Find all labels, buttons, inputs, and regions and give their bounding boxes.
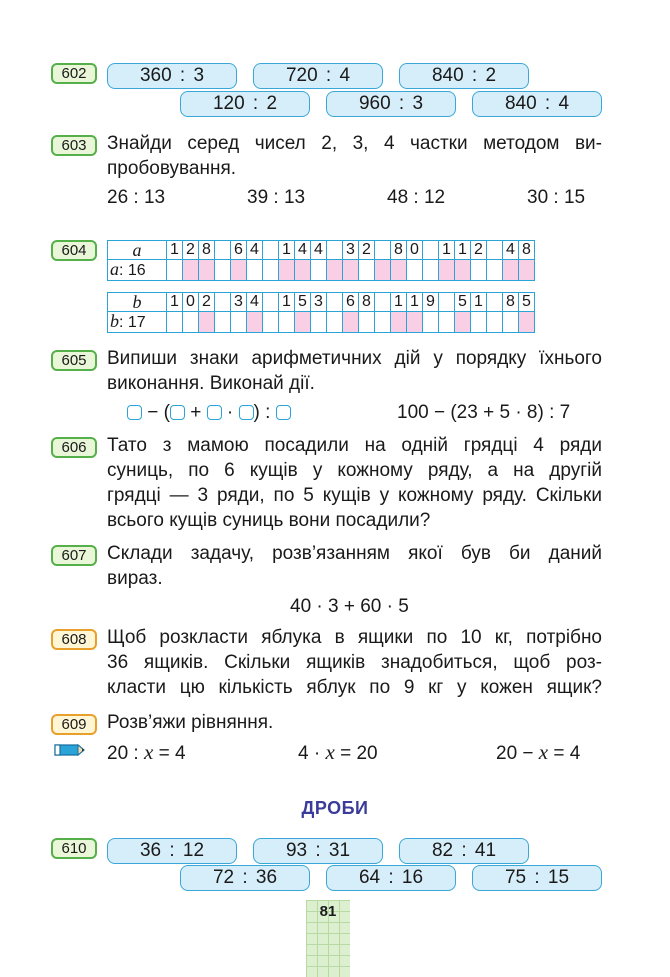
expression-card: 75 : 15 — [472, 865, 602, 891]
exercise-number-602: 602 — [51, 63, 97, 84]
answer-cell — [295, 260, 311, 281]
table-row — [108, 312, 535, 333]
table-cell: 2 — [199, 293, 215, 312]
table-head-variable: b — [108, 293, 167, 312]
exercise-text: класти цю кількість яблук по 9 кг у кожен ящик? — [107, 677, 602, 698]
exercise-text: Випиши знаки арифметичних дій у порядку їхнього — [107, 348, 602, 369]
table-cell: 6 — [231, 241, 247, 260]
exercise-number-604: 604 — [51, 240, 97, 261]
answer-cell — [215, 312, 231, 333]
answer-cell — [455, 260, 471, 281]
exercise-text: суниць, по 6 кущів у кожному ряду, а на другій — [107, 460, 602, 481]
answer-cell — [359, 260, 375, 281]
table-cell — [263, 241, 279, 260]
answer-cell — [183, 312, 199, 333]
exercise-number-609: 609 — [51, 714, 97, 735]
table-cell: 2 — [359, 241, 375, 260]
equation-right: = 4 — [158, 743, 186, 764]
exercise-text: 36 ящиків. Скільки ящиків знадобиться, щоб роз- — [107, 652, 602, 673]
answer-cell — [231, 312, 247, 333]
table-cell: 8 — [199, 241, 215, 260]
exercise-text: Знайди серед чисел 2, 3, 4 частки методом ви- — [107, 133, 602, 154]
pencil-icon — [50, 742, 86, 758]
page-number-box — [306, 900, 350, 977]
answer-cell — [503, 312, 519, 333]
exercise-text: всього кущів суниць вони посадили? — [107, 510, 431, 531]
division-table-a — [107, 240, 535, 281]
answer-cell — [199, 312, 215, 333]
answer-cell — [423, 312, 439, 333]
exercise-number-603: 603 — [51, 135, 97, 156]
equation-left: 4 · — [298, 743, 321, 764]
table-cell: 3 — [231, 293, 247, 312]
empty-box — [170, 405, 185, 420]
expression-card: 72 : 36 — [180, 865, 310, 891]
equation — [496, 740, 580, 766]
variable-label: a — [110, 259, 119, 279]
expression: 100 − (23 + 5 · 8) : 7 — [397, 402, 571, 423]
table-cell — [487, 241, 503, 260]
table-cell: 3 — [311, 293, 327, 312]
answer-cell — [375, 260, 391, 281]
table-cell: 4 — [311, 241, 327, 260]
table-cell: 5 — [455, 293, 471, 312]
answer-cell — [167, 260, 183, 281]
table-cell: 8 — [391, 241, 407, 260]
answer-cell — [487, 312, 503, 333]
answer-cell — [471, 312, 487, 333]
expression-card: 840 : 2 — [399, 63, 529, 89]
table-cell: 0 — [183, 293, 199, 312]
table-head-variable: a — [108, 241, 167, 260]
variable-label: b — [110, 311, 119, 331]
table-cell: 2 — [183, 241, 199, 260]
exercise-text: Тато з мамою посадили на одній грядці 4 ряди — [107, 435, 602, 456]
exercise-text: вираз. — [107, 568, 163, 589]
answer-cell — [455, 312, 471, 333]
expression-card: 82 : 41 — [399, 838, 529, 864]
table-cell — [327, 241, 343, 260]
table-cell — [439, 293, 455, 312]
exercise-text: Склади задачу, розв’язанням якої був би даний — [107, 543, 602, 564]
exercise-text: грядці — 3 ряди, по 5 кущів у кожному ряду. Скільки — [107, 485, 602, 506]
table-cell: 4 — [295, 241, 311, 260]
answer-cell — [247, 260, 263, 281]
expression-card: 960 : 3 — [326, 91, 456, 117]
empty-box — [276, 405, 291, 420]
table-cell — [263, 293, 279, 312]
answer-cell — [231, 260, 247, 281]
answer-cell — [439, 260, 455, 281]
answer-cell — [247, 312, 263, 333]
equation-left: 20 : — [107, 743, 139, 764]
expression-card: 120 : 2 — [180, 91, 310, 117]
answer-cell — [311, 312, 327, 333]
answer-cell — [327, 260, 343, 281]
table-cell: 6 — [343, 293, 359, 312]
answer-cell — [439, 312, 455, 333]
answer-cell — [343, 312, 359, 333]
answer-cell — [295, 312, 311, 333]
empty-box — [127, 405, 142, 420]
table-cell: 1 — [167, 293, 183, 312]
table-cell: 4 — [247, 241, 263, 260]
table-cell: 9 — [423, 293, 439, 312]
answer-cell — [263, 312, 279, 333]
empty-box — [207, 405, 222, 420]
expression: 40 · 3 + 60 · 5 — [290, 596, 409, 617]
table-cell: 1 — [279, 293, 295, 312]
table-cell: 1 — [279, 241, 295, 260]
table-row — [108, 260, 535, 281]
table-cell: 1 — [167, 241, 183, 260]
answer-cell — [279, 312, 295, 333]
table-cell: 8 — [503, 293, 519, 312]
answer-cell — [263, 260, 279, 281]
table-cell: 8 — [359, 293, 375, 312]
equation — [107, 740, 186, 766]
equation-variable: x — [325, 740, 335, 764]
table-cell — [375, 241, 391, 260]
table-cell — [487, 293, 503, 312]
exercise-text: Розв’яжи рівняння. — [107, 712, 274, 733]
table-cell: 1 — [391, 293, 407, 312]
table-head-expression — [108, 260, 167, 281]
answer-cell — [375, 312, 391, 333]
exercise-text: виконання. Виконай дії. — [107, 373, 315, 394]
equation-variable: x — [538, 740, 549, 764]
empty-box — [239, 405, 254, 420]
answer-cell — [503, 260, 519, 281]
expression-card: 93 : 31 — [253, 838, 383, 864]
answer-cell — [199, 260, 215, 281]
equation-right: = 20 — [340, 743, 378, 764]
answer-cell — [343, 260, 359, 281]
section-heading: ДРОБИ — [301, 798, 369, 818]
answer-cell — [519, 260, 535, 281]
equation-left: 20 − — [496, 743, 534, 764]
table-cell — [375, 293, 391, 312]
answer-cell — [487, 260, 503, 281]
answer-cell — [423, 260, 439, 281]
answer-cell — [407, 312, 423, 333]
expression-card: 840 : 4 — [472, 91, 602, 117]
table-cell: 3 — [343, 241, 359, 260]
equation — [298, 740, 378, 766]
table-row — [108, 241, 535, 260]
table-cell: 1 — [455, 241, 471, 260]
table-cell — [215, 241, 231, 260]
answer-cell — [391, 260, 407, 281]
answer-cell — [215, 260, 231, 281]
division-item: 30 : 15 — [527, 187, 586, 208]
answer-cell — [279, 260, 295, 281]
page-number: 81 — [319, 903, 337, 920]
table-cell: 4 — [247, 293, 263, 312]
divisor-label: : 17 — [119, 314, 146, 331]
table-cell: 1 — [407, 293, 423, 312]
table-cell: 0 — [407, 241, 423, 260]
table-row — [108, 293, 535, 312]
table-cell — [423, 241, 439, 260]
table-cell: 2 — [471, 241, 487, 260]
equation-variable: x — [143, 740, 154, 764]
exercise-number-606: 606 — [51, 437, 97, 458]
answer-cell — [167, 312, 183, 333]
expression-card: 36 : 12 — [107, 838, 237, 864]
table-cell — [327, 293, 343, 312]
exercise-number-610: 610 — [51, 838, 97, 859]
answer-cell — [359, 312, 375, 333]
answer-cell — [471, 260, 487, 281]
division-item: 26 : 13 — [107, 187, 166, 208]
expression-card: 720 : 4 — [253, 63, 383, 89]
exercise-number-605: 605 — [51, 350, 97, 371]
operation-order-template: − ( + · ) : — [127, 400, 291, 425]
table-cell — [215, 293, 231, 312]
answer-cell — [391, 312, 407, 333]
table-cell: 4 — [503, 241, 519, 260]
answer-cell — [183, 260, 199, 281]
exercise-number-608: 608 — [51, 629, 97, 650]
table-cell: 1 — [439, 241, 455, 260]
equation-right: = 4 — [553, 743, 581, 764]
answer-cell — [311, 260, 327, 281]
table-cell: 5 — [519, 293, 535, 312]
answer-cell — [407, 260, 423, 281]
expression-card: 360 : 3 — [107, 63, 237, 89]
table-cell: 5 — [295, 293, 311, 312]
table-cell: 8 — [519, 241, 535, 260]
exercise-text: Щоб розкласти яблука в ящики по 10 кг, потрібно — [107, 627, 602, 648]
answer-cell — [519, 312, 535, 333]
table-head-expression — [108, 312, 167, 333]
division-item: 48 : 12 — [387, 187, 446, 208]
expression-card: 64 : 16 — [326, 865, 456, 891]
table-cell: 1 — [471, 293, 487, 312]
divisor-label: : 16 — [119, 262, 146, 279]
division-item: 39 : 13 — [247, 187, 306, 208]
exercise-text: пробовування. — [107, 158, 237, 179]
division-table-b — [107, 292, 535, 333]
exercise-number-607: 607 — [51, 545, 97, 566]
answer-cell — [327, 312, 343, 333]
